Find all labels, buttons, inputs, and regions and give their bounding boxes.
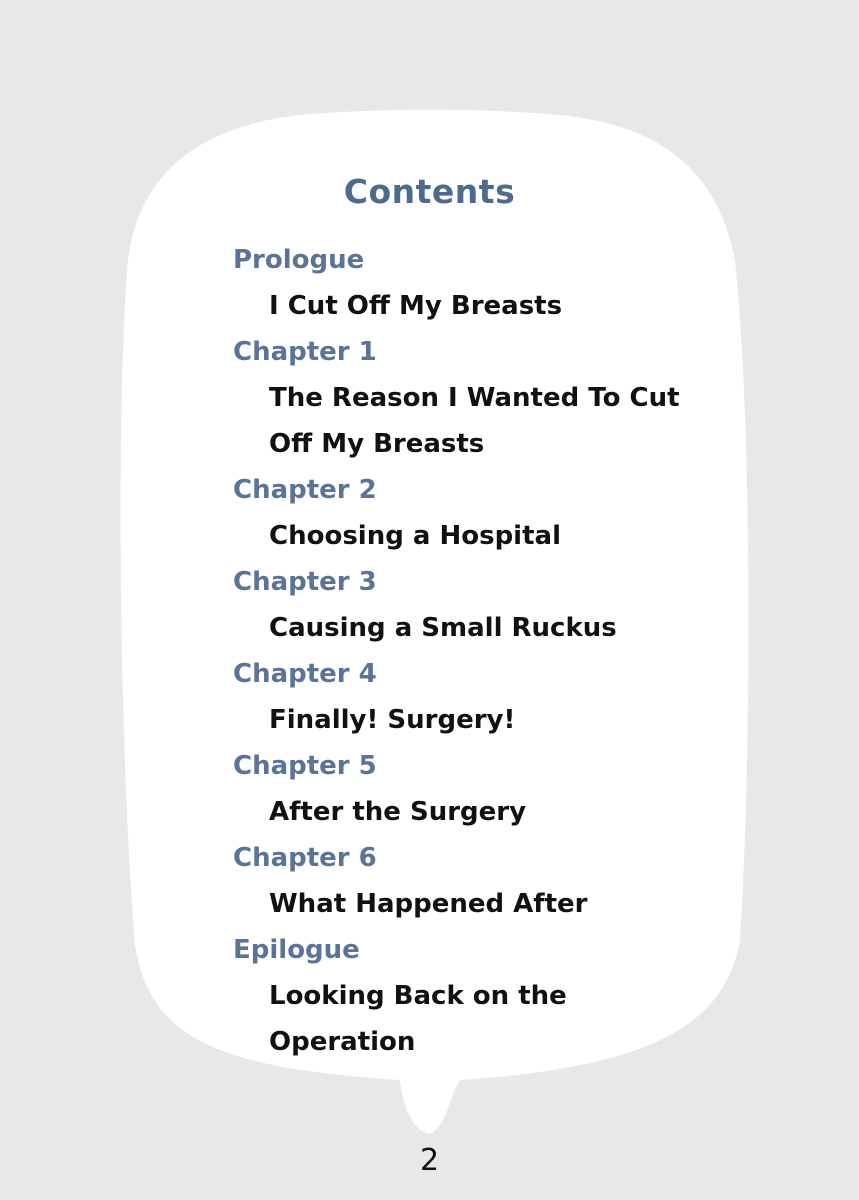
toc-entry-chapter-3: Causing a Small Ruckus — [269, 613, 617, 643]
toc-heading-chapter-4: Chapter 4 — [233, 659, 377, 689]
toc-heading-epilogue: Epilogue — [233, 935, 360, 965]
toc-heading-chapter-1: Chapter 1 — [233, 337, 377, 367]
toc-entry-prologue: I Cut Off My Breasts — [269, 291, 563, 321]
toc-heading-chapter-2: Chapter 2 — [233, 475, 377, 505]
toc-entry-epilogue-line-2: Operation — [269, 1027, 416, 1057]
toc-entry-chapter-5: After the Surgery — [269, 797, 527, 827]
toc-heading-chapter-3: Chapter 3 — [233, 567, 377, 597]
toc-heading-chapter-5: Chapter 5 — [233, 751, 377, 781]
page-title: Contents — [343, 172, 516, 211]
toc-heading-prologue: Prologue — [233, 245, 365, 275]
toc-entry-chapter-2: Choosing a Hospital — [269, 521, 561, 551]
toc-entry-chapter-6: What Happened After — [269, 889, 588, 919]
toc-entry-chapter-1-line-1: The Reason I Wanted To Cut — [269, 383, 680, 413]
toc-heading-chapter-6: Chapter 6 — [233, 843, 377, 873]
page-number: 2 — [419, 1143, 440, 1178]
toc-entry-epilogue-line-1: Looking Back on the — [269, 981, 567, 1011]
toc-entry-chapter-4: Finally! Surgery! — [269, 705, 516, 735]
toc-entry-chapter-1-line-2: Off My Breasts — [269, 429, 485, 459]
